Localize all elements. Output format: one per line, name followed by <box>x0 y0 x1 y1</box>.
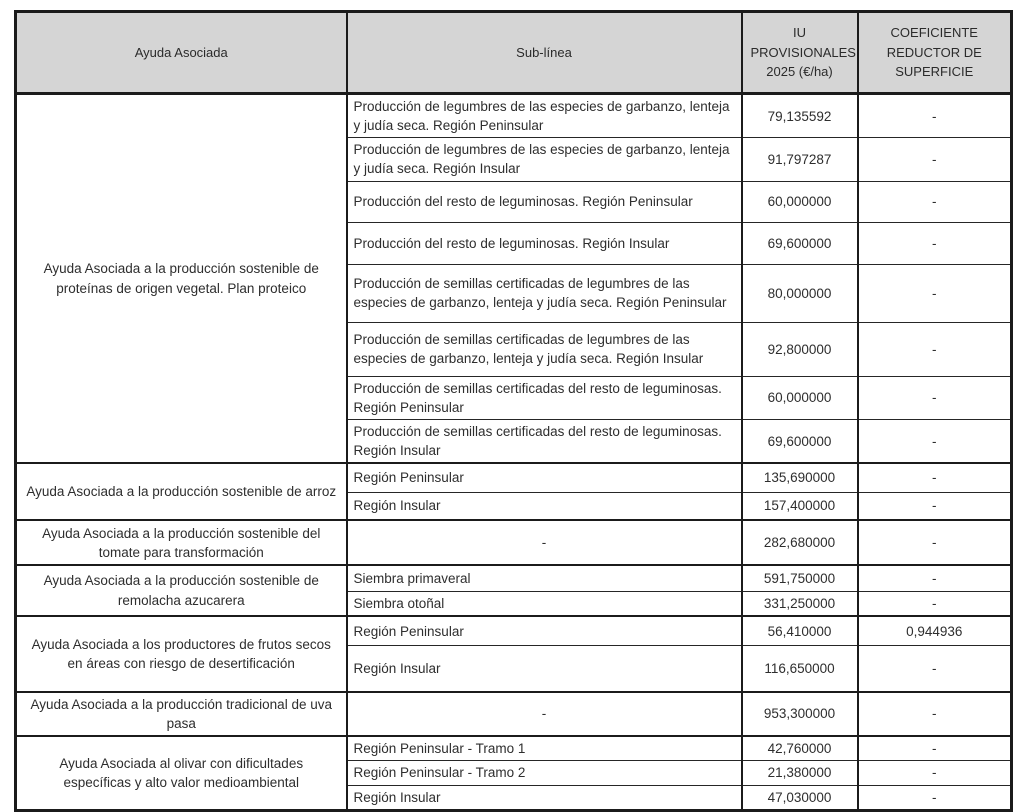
table-row <box>16 736 1012 761</box>
ayuda-asociada-cell: Ayuda Asociada al olivar con dificultades específicas y alto valor medioambiental <box>16 736 347 810</box>
iu-provisionales-cell: 79,135592 <box>742 94 858 138</box>
table-row <box>16 520 1012 565</box>
table-row <box>16 616 1012 646</box>
sublinea-cell: Producción de semillas certificadas de legumbres de las especies de garbanzo, lenteja y judía seca. Región Peninsular <box>347 264 742 322</box>
coeficiente-reductor-cell: - <box>858 264 1012 322</box>
coeficiente-reductor-cell: - <box>858 419 1012 463</box>
iu-provisionales-cell: 116,650000 <box>742 646 858 692</box>
coeficiente-reductor-cell: - <box>858 94 1012 138</box>
coeficiente-reductor-cell: 0,944936 <box>858 616 1012 646</box>
sublinea-cell: - <box>347 692 742 736</box>
sublinea-cell: Región Peninsular - Tramo 2 <box>347 761 742 785</box>
sublinea-cell: Producción de semillas certificadas del resto de leguminosas. Región Peninsular <box>347 376 742 419</box>
iu-provisionales-cell: 69,600000 <box>742 222 858 264</box>
iu-provisionales-cell: 21,380000 <box>742 761 858 785</box>
table-row <box>16 94 1012 138</box>
iu-provisionales-cell: 157,400000 <box>742 492 858 520</box>
sublinea-cell: Región Insular <box>347 492 742 520</box>
header-iu-provisionales: IU PROVISIONALES 2025 (€/ha) <box>742 12 858 94</box>
ayuda-asociada-table <box>14 10 1013 812</box>
iu-provisionales-cell: 331,250000 <box>742 591 858 616</box>
ayuda-asociada-cell: Ayuda Asociada a la producción sostenible de proteínas de origen vegetal. Plan proteico <box>16 94 347 464</box>
ayuda-asociada-cell: Ayuda Asociada a la producción sostenible de arroz <box>16 463 347 520</box>
coeficiente-reductor-cell: - <box>858 565 1012 591</box>
ayuda-asociada-cell: Ayuda Asociada a los productores de frutos secos en áreas con riesgo de desertificación <box>16 616 347 692</box>
coeficiente-reductor-cell: - <box>858 761 1012 785</box>
iu-provisionales-cell: 69,600000 <box>742 419 858 463</box>
coeficiente-reductor-cell: - <box>858 520 1012 565</box>
iu-provisionales-cell: 80,000000 <box>742 264 858 322</box>
sublinea-cell: - <box>347 520 742 565</box>
ayuda-asociada-cell: Ayuda Asociada a la producción sostenible del tomate para transformación <box>16 520 347 565</box>
ayuda-asociada-cell: Ayuda Asociada a la producción tradicional de uva pasa <box>16 692 347 736</box>
sublinea-cell: Producción de semillas certificadas del resto de leguminosas. Región Insular <box>347 419 742 463</box>
iu-provisionales-cell: 135,690000 <box>742 463 858 492</box>
sublinea-cell: Región Peninsular <box>347 463 742 492</box>
coeficiente-reductor-cell: - <box>858 181 1012 222</box>
sublinea-cell: Siembra otoñal <box>347 591 742 616</box>
coeficiente-reductor-cell: - <box>858 736 1012 761</box>
coeficiente-reductor-cell: - <box>858 322 1012 376</box>
iu-provisionales-cell: 42,760000 <box>742 736 858 761</box>
iu-provisionales-cell: 92,800000 <box>742 322 858 376</box>
header-coeficiente-reductor: COEFICIENTE REDUCTOR DE SUPERFICIE <box>858 12 1012 94</box>
iu-provisionales-cell: 91,797287 <box>742 138 858 181</box>
table-row <box>16 692 1012 736</box>
sublinea-cell: Región Peninsular <box>347 616 742 646</box>
coeficiente-reductor-cell: - <box>858 591 1012 616</box>
table-header <box>16 12 1012 94</box>
sublinea-cell: Región Peninsular - Tramo 1 <box>347 736 742 761</box>
coeficiente-reductor-cell: - <box>858 138 1012 181</box>
sublinea-cell: Producción de semillas certificadas de legumbres de las especies de garbanzo, lenteja y judía seca. Región Insular <box>347 322 742 376</box>
header-ayuda-asociada: Ayuda Asociada <box>16 12 347 94</box>
coeficiente-reductor-cell: - <box>858 492 1012 520</box>
header-sub-linea: Sub-línea <box>347 12 742 94</box>
table-row <box>16 565 1012 591</box>
sublinea-cell: Producción del resto de leguminosas. Región Insular <box>347 222 742 264</box>
sublinea-cell: Producción de legumbres de las especies de garbanzo, lenteja y judía seca. Región Peninsular <box>347 94 742 138</box>
coeficiente-reductor-cell: - <box>858 463 1012 492</box>
table-row <box>16 463 1012 492</box>
ayuda-asociada-cell: Ayuda Asociada a la producción sostenible de remolacha azucarera <box>16 565 347 616</box>
coeficiente-reductor-cell: - <box>858 785 1012 810</box>
iu-provisionales-cell: 282,680000 <box>742 520 858 565</box>
sublinea-cell: Siembra primaveral <box>347 565 742 591</box>
sublinea-cell: Producción de legumbres de las especies de garbanzo, lenteja y judía seca. Región Insular <box>347 138 742 181</box>
sublinea-cell: Producción del resto de leguminosas. Región Peninsular <box>347 181 742 222</box>
table-body <box>16 94 1012 811</box>
iu-provisionales-cell: 953,300000 <box>742 692 858 736</box>
iu-provisionales-cell: 47,030000 <box>742 785 858 810</box>
sublinea-cell: Región Insular <box>347 785 742 810</box>
coeficiente-reductor-cell: - <box>858 376 1012 419</box>
coeficiente-reductor-cell: - <box>858 646 1012 692</box>
coeficiente-reductor-cell: - <box>858 692 1012 736</box>
iu-provisionales-cell: 591,750000 <box>742 565 858 591</box>
iu-provisionales-cell: 56,410000 <box>742 616 858 646</box>
iu-provisionales-cell: 60,000000 <box>742 181 858 222</box>
coeficiente-reductor-cell: - <box>858 222 1012 264</box>
header-row <box>16 12 1012 94</box>
sublinea-cell: Región Insular <box>347 646 742 692</box>
iu-provisionales-cell: 60,000000 <box>742 376 858 419</box>
